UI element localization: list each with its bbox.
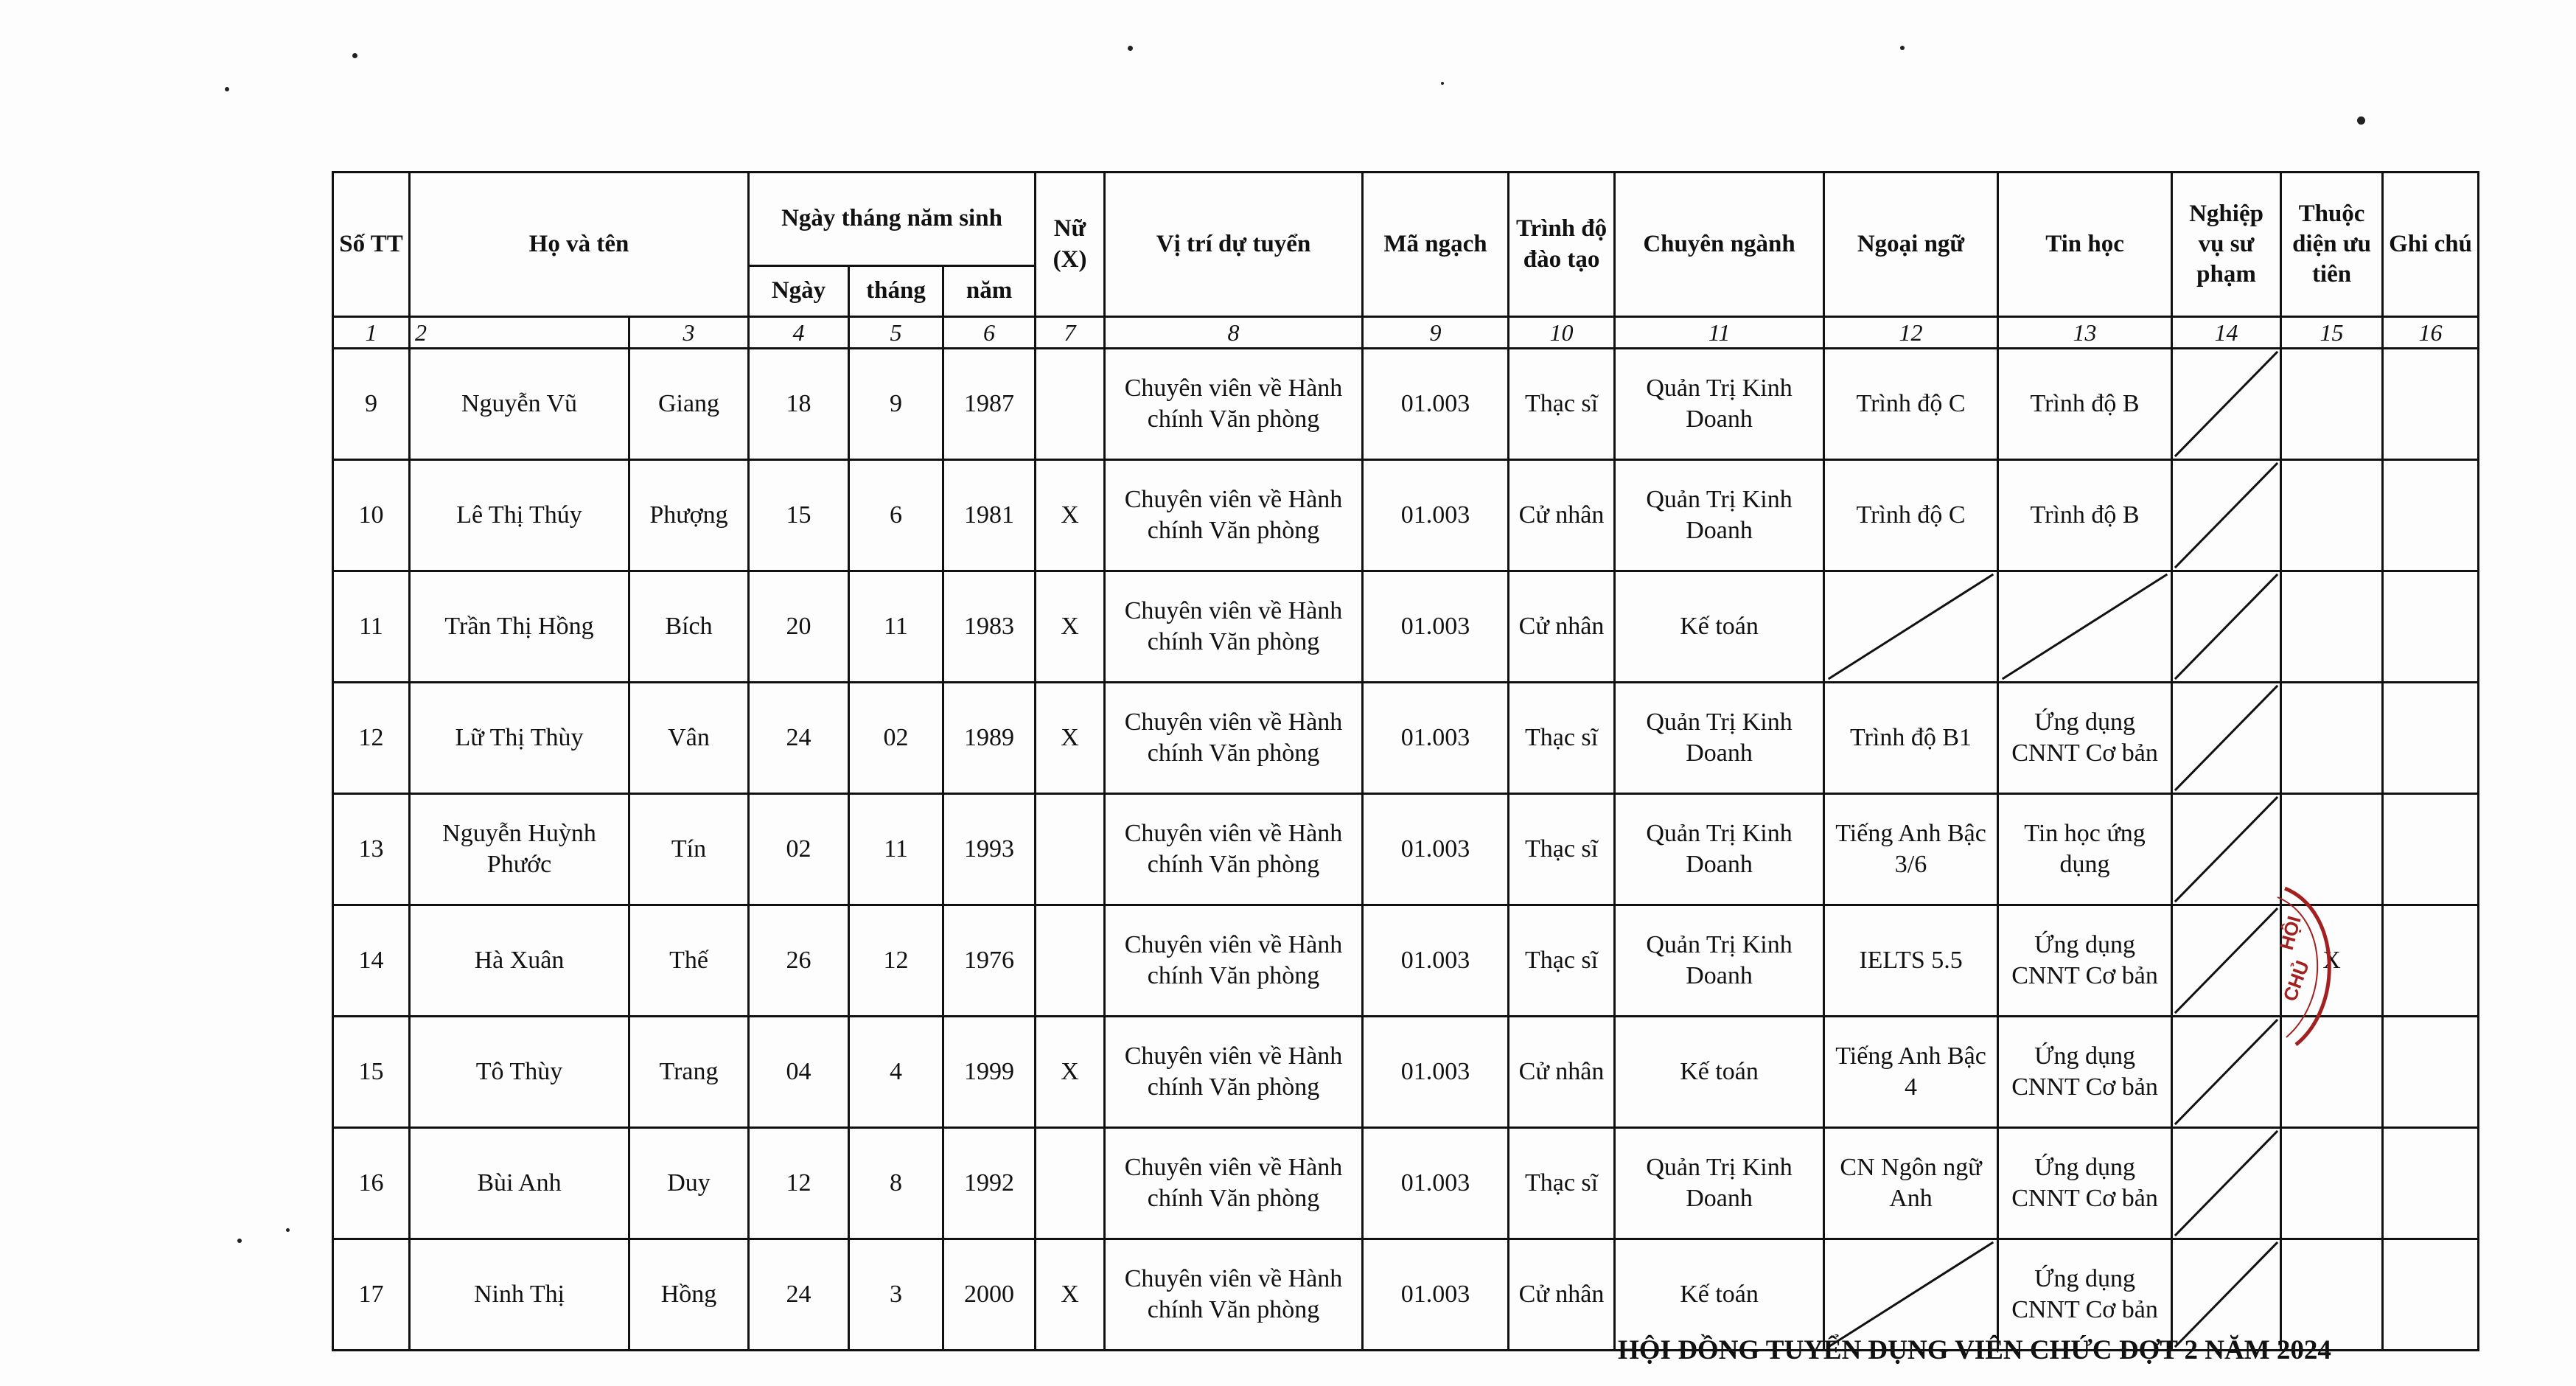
cell-nu: X [1036, 460, 1105, 571]
cell-ngay: 24 [749, 1239, 849, 1351]
cell-trinh-do: Thạc sĩ [1509, 905, 1615, 1017]
cell-ghi-chu [2383, 683, 2479, 794]
cell-ho-dem: Bùi Anh [410, 1128, 629, 1239]
header-thang: tháng [849, 266, 943, 317]
column-number: 12 [1824, 317, 1998, 349]
cell-nghiep-vu-strike [2172, 349, 2281, 460]
header-nu: Nữ (X) [1036, 173, 1105, 317]
cell-nam: 1992 [943, 1128, 1036, 1239]
cell-nam: 1999 [943, 1017, 1036, 1128]
cell-vi-tri: Chuyên viên về Hành chính Văn phòng [1105, 1128, 1363, 1239]
cell-ngay: 15 [749, 460, 849, 571]
cell-ghi-chu [2383, 460, 2479, 571]
cell-tin-hoc: Ứng dụng CNNT Cơ bản [1998, 1239, 2172, 1351]
cell-ngay: 18 [749, 349, 849, 460]
cell-vi-tri: Chuyên viên về Hành chính Văn phòng [1105, 905, 1363, 1017]
cell-nam: 1993 [943, 794, 1036, 905]
cell-trinh-do: Cử nhân [1509, 460, 1615, 571]
cell-nghiep-vu-strike [2172, 571, 2281, 683]
cell-ma-ngach: 01.003 [1363, 794, 1509, 905]
header-trinh-do: Trình độ đào tạo [1509, 173, 1615, 317]
cell-chuyen-nganh: Quản Trị Kinh Doanh [1615, 794, 1824, 905]
table-row [333, 571, 2479, 683]
cell-ngay: 12 [749, 1128, 849, 1239]
cell-vi-tri: Chuyên viên về Hành chính Văn phòng [1105, 349, 1363, 460]
scan-speck [286, 1228, 290, 1232]
cell-thang: 02 [849, 683, 943, 794]
cell-nam: 1987 [943, 349, 1036, 460]
cell-ho-dem: Hà Xuân [410, 905, 629, 1017]
cell-thang: 11 [849, 794, 943, 905]
column-number: 10 [1509, 317, 1615, 349]
cell-vi-tri: Chuyên viên về Hành chính Văn phòng [1105, 460, 1363, 571]
column-number: 7 [1036, 317, 1105, 349]
cell-uu-tien [2281, 1239, 2383, 1351]
cell-vi-tri: Chuyên viên về Hành chính Văn phòng [1105, 1017, 1363, 1128]
council-signature-title: HỘI ĐỒNG TUYỂN DỤNG VIÊN CHỨC ĐỢT 2 NĂM 2024 [1618, 1335, 2331, 1365]
column-number: 3 [629, 317, 749, 349]
column-number: 8 [1105, 317, 1363, 349]
cell-ngoai-ngu-strike [1824, 571, 1998, 683]
cell-ma-ngach: 01.003 [1363, 1128, 1509, 1239]
cell-ngay: 26 [749, 905, 849, 1017]
cell-ma-ngach: 01.003 [1363, 1239, 1509, 1351]
scan-speck [1900, 46, 1905, 50]
column-number: 6 [943, 317, 1036, 349]
cell-vi-tri: Chuyên viên về Hành chính Văn phòng [1105, 794, 1363, 905]
cell-stt: 17 [333, 1239, 410, 1351]
column-number-row [333, 317, 2479, 349]
header-ho-va-ten: Họ và tên [410, 173, 749, 317]
cell-thang: 4 [849, 1017, 943, 1128]
table-row [333, 1017, 2479, 1128]
cell-ngoai-ngu: Tiếng Anh Bậc 4 [1824, 1017, 1998, 1128]
cell-ten: Tín [629, 794, 749, 905]
column-number: 15 [2281, 317, 2383, 349]
cell-chuyen-nganh: Quản Trị Kinh Doanh [1615, 905, 1824, 1017]
cell-nam: 1989 [943, 683, 1036, 794]
cell-thang: 8 [849, 1128, 943, 1239]
cell-stt: 12 [333, 683, 410, 794]
cell-ten: Giang [629, 349, 749, 460]
cell-nu: X [1036, 571, 1105, 683]
cell-stt: 16 [333, 1128, 410, 1239]
cell-uu-tien [2281, 460, 2383, 571]
table-row [333, 349, 2479, 460]
table-row [333, 683, 2479, 794]
header-ngay-thang-nam-sinh: Ngày tháng năm sinh [749, 173, 1036, 266]
cell-tin-hoc: Ứng dụng CNNT Cơ bản [1998, 1128, 2172, 1239]
cell-uu-tien [2281, 1128, 2383, 1239]
column-number: 4 [749, 317, 849, 349]
cell-nu: X [1036, 1239, 1105, 1351]
header-ma-ngach: Mã ngạch [1363, 173, 1509, 317]
header-chuyen-nganh: Chuyên ngành [1615, 173, 1824, 317]
cell-ho-dem: Nguyễn Huỳnh Phước [410, 794, 629, 905]
cell-ngoai-ngu: IELTS 5.5 [1824, 905, 1998, 1017]
column-number: 1 [333, 317, 410, 349]
cell-tin-hoc: Ứng dụng CNNT Cơ bản [1998, 905, 2172, 1017]
cell-trinh-do: Cử nhân [1509, 1017, 1615, 1128]
cell-tin-hoc: Trình độ B [1998, 460, 2172, 571]
scan-speck [1441, 82, 1444, 85]
cell-uu-tien [2281, 1017, 2383, 1128]
cell-ngoai-ngu: CN Ngôn ngữ Anh [1824, 1128, 1998, 1239]
cell-ghi-chu [2383, 1239, 2479, 1351]
cell-uu-tien [2281, 794, 2383, 905]
cell-nghiep-vu-strike [2172, 905, 2281, 1017]
cell-stt: 9 [333, 349, 410, 460]
cell-ho-dem: Nguyễn Vũ [410, 349, 629, 460]
table-row [333, 794, 2479, 905]
cell-nghiep-vu-strike [2172, 1128, 2281, 1239]
cell-chuyen-nganh: Kế toán [1615, 1239, 1824, 1351]
cell-stt: 14 [333, 905, 410, 1017]
cell-ngay: 02 [749, 794, 849, 905]
cell-thang: 9 [849, 349, 943, 460]
cell-stt: 11 [333, 571, 410, 683]
table-row [333, 905, 2479, 1017]
cell-ten: Trang [629, 1017, 749, 1128]
cell-vi-tri: Chuyên viên về Hành chính Văn phòng [1105, 1239, 1363, 1351]
scan-speck [2357, 116, 2365, 125]
cell-chuyen-nganh: Kế toán [1615, 1017, 1824, 1128]
cell-ma-ngach: 01.003 [1363, 460, 1509, 571]
cell-ten: Hồng [629, 1239, 749, 1351]
cell-ngoai-ngu: Trình độ C [1824, 460, 1998, 571]
cell-nu [1036, 349, 1105, 460]
cell-nu [1036, 905, 1105, 1017]
cell-ngay: 04 [749, 1017, 849, 1128]
cell-ten: Duy [629, 1128, 749, 1239]
column-number: 11 [1615, 317, 1824, 349]
cell-chuyen-nganh: Quản Trị Kinh Doanh [1615, 1128, 1824, 1239]
cell-nu: X [1036, 683, 1105, 794]
header-nghiep-vu: Nghiệp vụ sư phạm [2172, 173, 2281, 317]
column-number: 2 [410, 317, 629, 349]
cell-nam: 1983 [943, 571, 1036, 683]
cell-ma-ngach: 01.003 [1363, 349, 1509, 460]
cell-ma-ngach: 01.003 [1363, 905, 1509, 1017]
header-ngoai-ngu: Ngoại ngữ [1824, 173, 1998, 317]
cell-ho-dem: Lữ Thị Thùy [410, 683, 629, 794]
cell-ngoai-ngu: Tiếng Anh Bậc 3/6 [1824, 794, 1998, 905]
cell-thang: 12 [849, 905, 943, 1017]
column-number: 14 [2172, 317, 2281, 349]
cell-ten: Bích [629, 571, 749, 683]
cell-chuyen-nganh: Kế toán [1615, 571, 1824, 683]
cell-chuyen-nganh: Quản Trị Kinh Doanh [1615, 349, 1824, 460]
table-row [333, 1239, 2479, 1351]
cell-ma-ngach: 01.003 [1363, 683, 1509, 794]
cell-uu-tien [2281, 683, 2383, 794]
cell-ten: Thế [629, 905, 749, 1017]
cell-vi-tri: Chuyên viên về Hành chính Văn phòng [1105, 571, 1363, 683]
cell-chuyen-nganh: Quản Trị Kinh Doanh [1615, 683, 1824, 794]
cell-uu-tien [2281, 349, 2383, 460]
cell-tin-hoc: Ứng dụng CNNT Cơ bản [1998, 683, 2172, 794]
cell-ma-ngach: 01.003 [1363, 571, 1509, 683]
cell-trinh-do: Thạc sĩ [1509, 683, 1615, 794]
cell-nu [1036, 1128, 1105, 1239]
cell-stt: 15 [333, 1017, 410, 1128]
column-number: 5 [849, 317, 943, 349]
cell-uu-tien: X [2281, 905, 2383, 1017]
cell-nghiep-vu-strike [2172, 1239, 2281, 1351]
cell-chuyen-nganh: Quản Trị Kinh Doanh [1615, 460, 1824, 571]
scan-speck [237, 1239, 242, 1243]
cell-nu: X [1036, 1017, 1105, 1128]
cell-nam: 2000 [943, 1239, 1036, 1351]
cell-ten: Phượng [629, 460, 749, 571]
header-vi-tri: Vị trí dự tuyển [1105, 173, 1363, 317]
cell-ghi-chu [2383, 905, 2479, 1017]
cell-trinh-do: Cử nhân [1509, 571, 1615, 683]
header-tin-hoc: Tin học [1998, 173, 2172, 317]
stamp-text-top: HỘI [2275, 913, 2306, 953]
column-number: 16 [2383, 317, 2479, 349]
header-ghi-chu: Ghi chú [2383, 173, 2479, 317]
header-nam: năm [943, 266, 1036, 317]
cell-ghi-chu [2383, 1128, 2479, 1239]
cell-ma-ngach: 01.003 [1363, 1017, 1509, 1128]
cell-nghiep-vu-strike [2172, 1017, 2281, 1128]
cell-ghi-chu [2383, 794, 2479, 905]
cell-nghiep-vu-strike [2172, 460, 2281, 571]
cell-trinh-do: Cử nhân [1509, 1239, 1615, 1351]
cell-ghi-chu [2383, 571, 2479, 683]
cell-ho-dem: Trần Thị Hồng [410, 571, 629, 683]
column-number: 13 [1998, 317, 2172, 349]
cell-ngoai-ngu: Trình độ C [1824, 349, 1998, 460]
header-ngay: Ngày [749, 266, 849, 317]
column-number: 9 [1363, 317, 1509, 349]
stamp-text-bottom: CHỦ [2278, 957, 2314, 1005]
cell-ho-dem: Ninh Thị [410, 1239, 629, 1351]
table-row [333, 1128, 2479, 1239]
table-row [333, 460, 2479, 571]
cell-ho-dem: Tô Thùy [410, 1017, 629, 1128]
cell-vi-tri: Chuyên viên về Hành chính Văn phòng [1105, 683, 1363, 794]
cell-uu-tien [2281, 571, 2383, 683]
scan-speck [1128, 46, 1133, 51]
cell-trinh-do: Thạc sĩ [1509, 349, 1615, 460]
cell-ten: Vân [629, 683, 749, 794]
cell-ghi-chu [2383, 349, 2479, 460]
cell-tin-hoc: Tin học ứng dụng [1998, 794, 2172, 905]
cell-tin-hoc: Ứng dụng CNNT Cơ bản [1998, 1017, 2172, 1128]
cell-nam: 1976 [943, 905, 1036, 1017]
cell-ngay: 24 [749, 683, 849, 794]
cell-thang: 3 [849, 1239, 943, 1351]
cell-ngoai-ngu-strike [1824, 1239, 1998, 1351]
cell-thang: 11 [849, 571, 943, 683]
cell-trinh-do: Thạc sĩ [1509, 1128, 1615, 1239]
cell-ngay: 20 [749, 571, 849, 683]
cell-tin-hoc-strike [1998, 571, 2172, 683]
cell-stt: 13 [333, 794, 410, 905]
scan-speck [225, 87, 229, 91]
cell-ho-dem: Lê Thị Thúy [410, 460, 629, 571]
cell-tin-hoc: Trình độ B [1998, 349, 2172, 460]
cell-nghiep-vu-strike [2172, 794, 2281, 905]
cell-ngoai-ngu: Trình độ B1 [1824, 683, 1998, 794]
cell-trinh-do: Thạc sĩ [1509, 794, 1615, 905]
cell-stt: 10 [333, 460, 410, 571]
candidate-table [332, 171, 2479, 1351]
cell-nam: 1981 [943, 460, 1036, 571]
scan-speck [352, 53, 357, 58]
header-so-tt: Số TT [333, 173, 410, 317]
header-thuoc-dien: Thuộc diện ưu tiên [2281, 173, 2383, 317]
cell-ghi-chu [2383, 1017, 2479, 1128]
cell-thang: 6 [849, 460, 943, 571]
cell-nghiep-vu-strike [2172, 683, 2281, 794]
cell-nu [1036, 794, 1105, 905]
